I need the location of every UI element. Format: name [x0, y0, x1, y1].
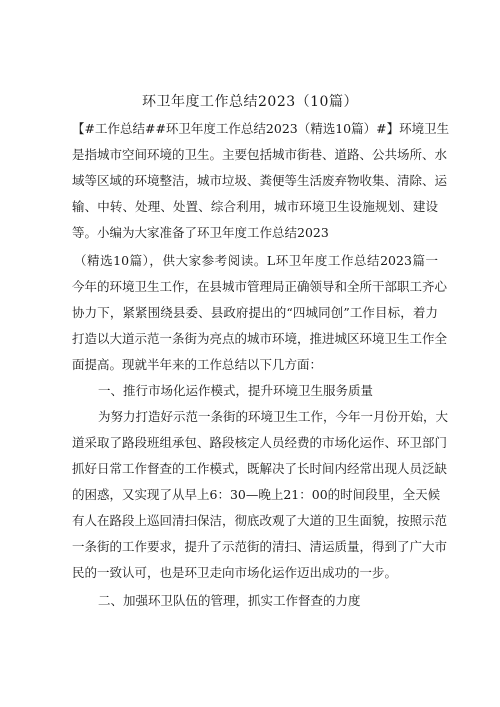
document-title: 环卫年度工作总结2023（10篇）	[142, 94, 358, 110]
paragraph-line: 一条街的工作要求，提升了示范街的清扫、清运质量，得到了广大市	[72, 539, 448, 554]
paragraph-line: 道采取了路段班组承包、路段核定人员经费的市场化运作、环卫部门	[72, 435, 448, 450]
paragraph-line: 输、中转、处理、处置、综合利用，城市环境卫生设施规划、建设	[72, 199, 438, 214]
paragraph-line: 协力下，紧紧围绕县委、县政府提出的“四城同创”工作目标，着力	[72, 305, 438, 320]
paragraph-line: （精选10篇），供大家参考阅读。L环卫年度工作总结2023篇一	[74, 253, 438, 268]
paragraph-line: 面提高。现就半年来的工作总结以下几方面：	[72, 357, 323, 372]
paragraph-line: 【#工作总结##环卫年度工作总结2023（精选10篇）#】环境卫生	[72, 121, 450, 136]
paragraph-line: 抓好日常工作督查的工作模式，既解决了长时间内经常出现人员泛缺	[72, 461, 448, 476]
paragraph-line: 打造以大道示范一条街为亮点的城市环境，推进城区环境卫生工作全	[72, 331, 448, 346]
paragraph-line: 为努力打造好示范一条街的环境卫生工作，今年一月份开始，大	[98, 409, 449, 424]
paragraph-line: 域等区域的环境整洁，城市垃圾、粪便等生活废弃物收集、清除、运	[72, 173, 448, 188]
paragraph-line: 的困惑，又实现了从早上6：30—晚上21：00的时间段里，全天候	[72, 487, 441, 502]
paragraph-line: 民的一致认可，也是环卫走向市场化运作迈出成功的一步。	[72, 565, 398, 580]
section-heading: 一、推行市场化运作模式，提升环境卫生服务质量	[98, 383, 374, 398]
paragraph-line: 是指城市空间环境的卫生。主要包括城市街巷、道路、公共场所、水	[72, 147, 448, 162]
paragraph-line: 有人在路段上巡回清扫保洁，彻底改观了大道的卫生面貌，按照示范	[72, 513, 448, 528]
paragraph-line: 今年的环境卫生工作，在县城市管理局正确领导和全所干部职工齐心	[72, 279, 448, 294]
paragraph-line: 等。小编为大家准备了环卫年度工作总结2023	[72, 225, 329, 240]
section-heading: 二、加强环卫队伍的管理，抓实工作督查的力度	[98, 593, 361, 608]
